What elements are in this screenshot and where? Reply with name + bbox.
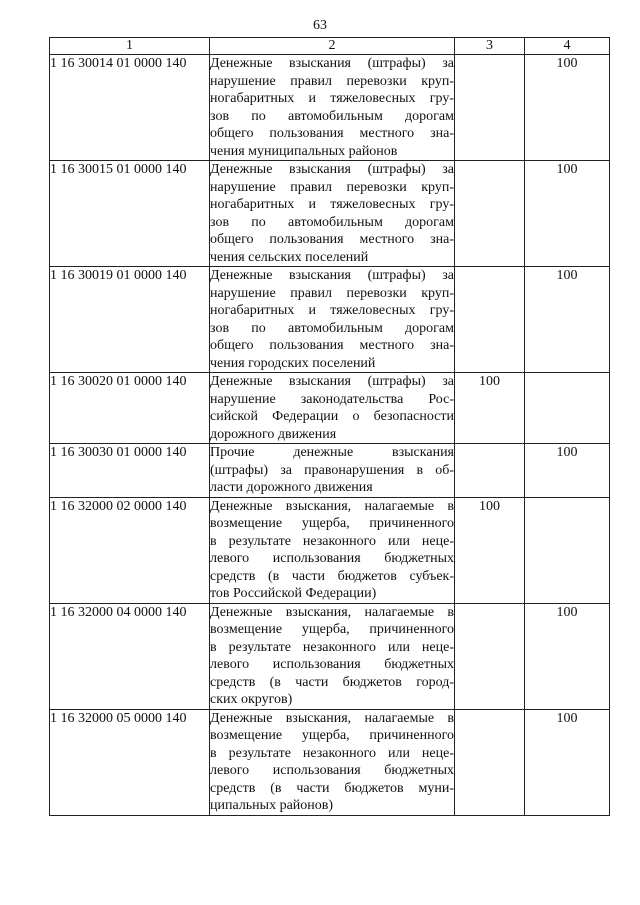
description-line: Денежные взыскания, налагаемые в xyxy=(210,604,454,620)
revenue-code-cell: 1 16 30030 01 0000 140 xyxy=(50,444,210,498)
description-line: в результате незаконного или неце- xyxy=(210,639,454,655)
description-line: дорожного движения xyxy=(210,426,337,442)
description-line: Прочие денежные взыскания xyxy=(210,445,454,460)
description-cell xyxy=(210,161,455,267)
description-line: зов по автомобильным дорогам xyxy=(210,320,454,336)
description-line: Денежные взыскания, налагаемые в xyxy=(210,498,454,514)
revenue-code-cell: 1 16 30015 01 0000 140 xyxy=(50,161,210,267)
description-cell xyxy=(210,267,455,373)
description-line: ципальных районов) xyxy=(210,798,334,813)
description-line: ласти дорожного движения xyxy=(210,480,373,495)
column-4-value: 100 xyxy=(556,162,578,177)
revenue-code-cell: 1 16 32000 04 0000 140 xyxy=(50,603,210,709)
description-line: общего пользования местного зна- xyxy=(210,338,454,353)
column-3-value-cell xyxy=(455,603,525,709)
description-line: в результате незаконного или неце- xyxy=(210,533,454,549)
description-line: ногабаритных и тяжеловесных гру- xyxy=(210,197,454,212)
column-3-value-cell xyxy=(455,709,525,815)
description-line: возмещение ущерба, причиненного xyxy=(210,516,454,531)
description-line: левого использования бюджетных xyxy=(210,657,454,672)
column-4-value: 100 xyxy=(556,604,578,620)
column-4-value-cell xyxy=(525,603,610,709)
description-cell xyxy=(210,497,455,603)
description-cell xyxy=(210,603,455,709)
revenue-code-cell: 1 16 32000 05 0000 140 xyxy=(50,709,210,815)
table-body xyxy=(50,55,610,816)
description-line: чения сельских поселений xyxy=(210,249,369,265)
description-line: общего пользования местного зна- xyxy=(210,232,454,247)
revenue-code-cell: 1 16 30014 01 0000 140 xyxy=(50,55,210,161)
description-line: возмещение ущерба, причиненного xyxy=(210,622,454,637)
description-line: Денежные взыскания (штрафы) за xyxy=(210,268,454,283)
description-cell xyxy=(210,55,455,161)
description-line: средств (в части бюджетов субъек- xyxy=(210,568,454,584)
revenue-code-cell: 1 16 32000 02 0000 140 xyxy=(50,497,210,603)
revenue-code-cell: 1 16 30020 01 0000 140 xyxy=(50,373,210,444)
description-line: нарушение правил перевозки круп- xyxy=(210,285,454,301)
table-row xyxy=(50,267,610,373)
table-row xyxy=(50,497,610,603)
column-header-1: 1 xyxy=(50,38,210,55)
column-3-value-cell xyxy=(455,497,525,603)
table-row xyxy=(50,55,610,161)
table-row xyxy=(50,444,610,498)
description-line: Денежные взыскания (штрафы) за xyxy=(210,162,454,177)
description-cell xyxy=(210,444,455,498)
description-line: Денежные взыскания (штрафы) за xyxy=(210,374,454,389)
description-line: средств (в части бюджетов муни- xyxy=(210,780,454,796)
description-line: чения городских поселений xyxy=(210,355,376,371)
description-line: Денежные взыскания, налагаемые в xyxy=(210,710,454,726)
description-line: левого использования бюджетных xyxy=(210,763,454,778)
column-4-value-cell xyxy=(525,444,610,498)
column-4-value-cell xyxy=(525,497,610,603)
description-line: зов по автомобильным дорогам xyxy=(210,108,454,124)
description-line: Денежные взыскания (штрафы) за xyxy=(210,56,454,71)
description-line: сийской Федерации о безопасности xyxy=(210,409,454,424)
column-4-value: 100 xyxy=(556,710,578,726)
column-3-value: 100 xyxy=(479,374,500,389)
description-line: тов Российской Федерации) xyxy=(210,586,377,601)
table-row xyxy=(50,161,610,267)
description-line: чения муниципальных районов xyxy=(210,143,398,159)
column-header-2: 2 xyxy=(210,38,455,55)
description-line: ских округов) xyxy=(210,692,293,707)
table-header-row xyxy=(50,38,610,55)
description-line: зов по автомобильным дорогам xyxy=(210,214,454,230)
column-4-value: 100 xyxy=(556,445,578,460)
description-line: общего пользования местного зна- xyxy=(210,126,454,141)
description-line: ногабаритных и тяжеловесных гру- xyxy=(210,303,454,318)
description-line: нарушение законодательства Рос- xyxy=(210,391,454,407)
column-4-value: 100 xyxy=(556,268,578,283)
description-line: (штрафы) за правонарушения в об- xyxy=(210,462,454,478)
description-line: средств (в части бюджетов город- xyxy=(210,674,454,690)
description-line: в результате незаконного или неце- xyxy=(210,745,454,761)
column-3-value-cell xyxy=(455,55,525,161)
description-line: возмещение ущерба, причиненного xyxy=(210,728,454,743)
table-row xyxy=(50,373,610,444)
description-line: нарушение правил перевозки круп- xyxy=(210,73,454,89)
revenue-code-cell: 1 16 30019 01 0000 140 xyxy=(50,267,210,373)
description-cell xyxy=(210,709,455,815)
description-line: нарушение правил перевозки круп- xyxy=(210,179,454,195)
description-cell xyxy=(210,373,455,444)
column-4-value-cell xyxy=(525,373,610,444)
column-3-value-cell xyxy=(455,161,525,267)
description-line: левого использования бюджетных xyxy=(210,551,454,566)
table-row xyxy=(50,709,610,815)
column-3-value: 100 xyxy=(479,498,500,514)
column-header-3: 3 xyxy=(455,38,525,55)
table-row xyxy=(50,603,610,709)
column-header-4: 4 xyxy=(525,38,610,55)
budget-code-table xyxy=(49,37,610,816)
column-4-value-cell xyxy=(525,55,610,161)
column-4-value-cell xyxy=(525,161,610,267)
column-4-value: 100 xyxy=(556,56,578,71)
page-number: 63 xyxy=(313,18,327,33)
description-line: ногабаритных и тяжеловесных гру- xyxy=(210,91,454,106)
column-3-value-cell xyxy=(455,444,525,498)
column-3-value-cell xyxy=(455,373,525,444)
column-4-value-cell xyxy=(525,267,610,373)
column-4-value-cell xyxy=(525,709,610,815)
column-3-value-cell xyxy=(455,267,525,373)
